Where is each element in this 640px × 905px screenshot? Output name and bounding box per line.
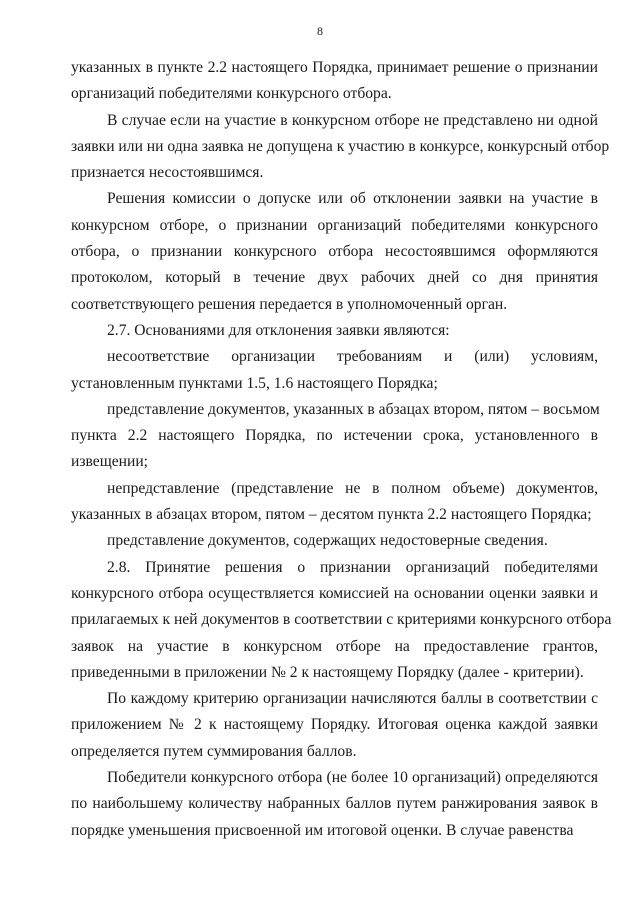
paragraph — [71, 344, 598, 397]
text-line: указанных в пункте 2.2 настоящего Порядка, принимает решение о признании — [71, 59, 598, 76]
text-line: заявок на участие в конкурсном отборе на предоставление грантов, — [71, 637, 598, 655]
text-line: представление документов, содержащих недостоверные сведения. — [107, 532, 548, 550]
text-line: Решения комиссии о допуске или об отклонении заявки на участие в — [107, 190, 598, 208]
text-line: протоколом, который в течение двух рабочих дней со дня принятия — [71, 269, 598, 287]
text-line: Победители конкурсного отбора (не более 10 организаций) определяются — [107, 769, 598, 787]
text-line: конкурсного отбора осуществляется комиссией на основании оценки заявки и — [71, 584, 598, 602]
text-line: по наибольшему количеству набранных баллов путем ранжирования заявок в — [71, 795, 598, 813]
paragraph — [71, 686, 598, 765]
text-line: представление документов, указанных в абзацах втором, пятом – восьмом — [107, 400, 600, 418]
text-line: непредставление (представление не в полном объеме) документов, — [107, 479, 598, 497]
text-line: определяется путем суммирования баллов. — [71, 742, 357, 760]
text-line: отбора, о признании конкурсного отбора несостоявшимся оформляются — [71, 243, 598, 261]
text-line: порядке уменьшения присвоенной им итоговой оценки. В случае равенства — [71, 821, 574, 839]
paragraph — [71, 397, 598, 476]
text-line: конкурсном отборе, о признании организаций победителями конкурсного — [71, 216, 598, 234]
text-line: В случае если на участие в конкурсном отборе не представлено ни одной — [107, 111, 598, 129]
text-line: заявки или ни одна заявка не допущена к участию в конкурсе, конкурсный отбор — [71, 137, 610, 155]
text-line: организаций победителями конкурсного отбора. — [71, 85, 392, 103]
text-line: указанных в абзацах втором, пятом – десятом пункта 2.2 настоящего Порядка; — [71, 506, 592, 524]
paragraph — [71, 528, 598, 554]
paragraph — [71, 765, 598, 844]
paragraph — [71, 318, 598, 344]
text-line: По каждому критерию организации начисляются баллы в соответствии с — [107, 690, 598, 708]
paragraph — [71, 186, 598, 317]
text-line: несоответствие организации требованиям и (или) условиям, — [107, 348, 598, 366]
text-line: 2.7. Основаниями для отклонения заявки являются: — [107, 321, 450, 339]
paragraph — [71, 555, 612, 686]
page-number: 8 — [317, 24, 323, 38]
text-line: приведенными в приложении № 2 к настоящему Порядку (далее - критерии). — [71, 663, 584, 681]
text-line: соответствующего решения передается в уполномоченный орган. — [71, 295, 508, 313]
text-line: приложением № 2 к настоящему Порядку. Итоговая оценка каждой заявки — [71, 716, 598, 734]
text-line: установленным пунктами 1.5, 1.6 настоящего Порядка; — [71, 374, 438, 392]
text-line: признается несостоявшимся. — [71, 164, 264, 182]
paragraph — [71, 476, 598, 529]
paragraph — [71, 108, 610, 187]
text-line: 2.8. Принятие решения о признании организаций победителями — [107, 558, 598, 576]
text-line: извещении; — [71, 453, 148, 471]
text-line: прилагаемых к ней документов в соответствии с критериями конкурсного отбора — [71, 611, 612, 629]
text-line: пункта 2.2 настоящего Порядка, по истечении срока, установленного в — [71, 427, 598, 445]
paragraph — [71, 55, 598, 108]
document-body — [71, 55, 612, 844]
